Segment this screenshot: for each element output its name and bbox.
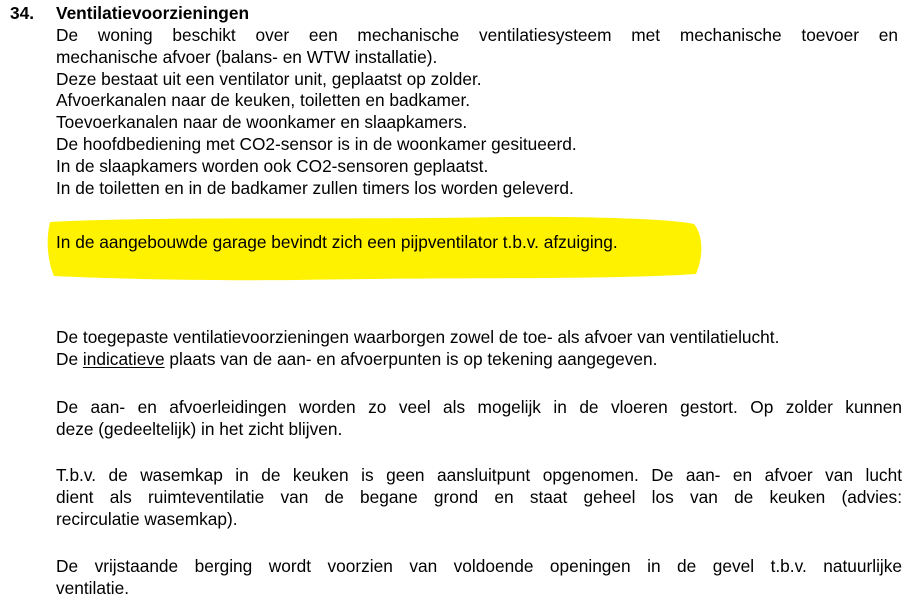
text-segment: plaats van de aan- en afvoerpunten is op tekening aangegeven. bbox=[164, 348, 658, 369]
paragraph-system-description bbox=[56, 25, 898, 199]
text-line: Afvoerkanalen naar de keuken, toiletten en badkamer. bbox=[56, 90, 471, 111]
text-line: recirculatie wasemkap). bbox=[56, 508, 238, 529]
section-title: Ventilatievoorzieningen bbox=[56, 3, 250, 23]
text-line: dient als ruimteventilatie van de begane grond en staat geheel los van de keuken (advies: bbox=[56, 486, 902, 507]
text-line: De vrijstaande berging wordt voorzien van voldoende openingen in de gevel t.b.v. natuurlijke bbox=[56, 556, 902, 576]
paragraph-cooker-hood bbox=[56, 465, 902, 530]
text-line: In de slaapkamers worden ook CO2-sensoren geplaatst. bbox=[56, 155, 489, 176]
text-line: mechanische afvoer (balans- en WTW installatie). bbox=[56, 46, 438, 67]
highlighted-text: In de aangebouwde garage bevindt zich een pijpventilator t.b.v. afzuiging. bbox=[56, 232, 618, 252]
underlined-word: indicatieve bbox=[82, 348, 165, 369]
section-heading bbox=[10, 3, 249, 25]
paragraph-ducts bbox=[56, 397, 902, 441]
text-line: deze (gedeeltelijk) in het zicht blijven. bbox=[56, 418, 343, 439]
paragraph-ventilation-guarantee bbox=[56, 327, 902, 371]
paragraph-storage bbox=[56, 556, 902, 600]
text-line: De woning beschikt over een mechanische ventilatiesysteem met mechanische toevoer en bbox=[56, 25, 898, 45]
highlighted-note bbox=[46, 214, 706, 282]
text-line: De toegepaste ventilatievoorzieningen waarborgen zowel de toe- als afvoer van ventilatielucht. bbox=[56, 327, 780, 347]
text-line: ventilatie. bbox=[56, 577, 130, 598]
text-segment: De bbox=[56, 348, 83, 369]
text-line: T.b.v. de wasemkap in de keuken is geen aansluitpunt opgenomen. De aan- en afvoer van lucht bbox=[56, 465, 902, 485]
text-line: De hoofdbediening met CO2-sensor is in de woonkamer gesitueerd. bbox=[56, 133, 577, 154]
text-line bbox=[56, 349, 902, 371]
section-number: 34. bbox=[10, 3, 35, 23]
text-line: Toevoerkanalen naar de woonkamer en slaapkamers. bbox=[56, 112, 468, 133]
text-line: Deze bestaat uit een ventilator unit, geplaatst op zolder. bbox=[56, 68, 482, 89]
text-line: In de toiletten en in de badkamer zullen timers los worden geleverd. bbox=[56, 177, 574, 198]
text-line: De aan- en afvoerleidingen worden zo veel als mogelijk in de vloeren gestort. Op zolder kunnen bbox=[56, 397, 902, 417]
